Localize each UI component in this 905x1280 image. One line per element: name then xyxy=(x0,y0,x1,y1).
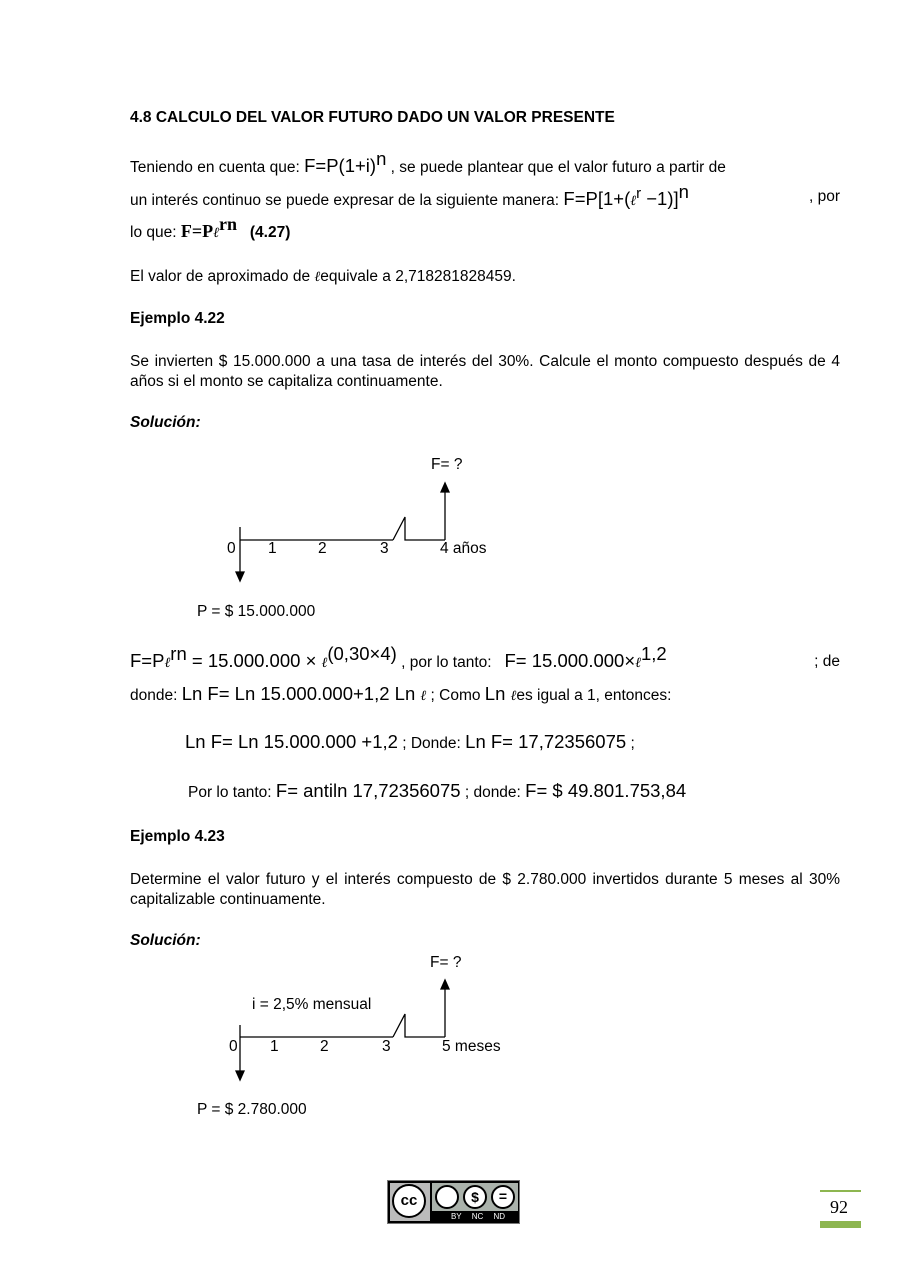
diagram2-tick: 1 xyxy=(270,1038,279,1055)
page-number-rule-bottom xyxy=(820,1221,861,1228)
diagram1-tick: 0 xyxy=(227,540,236,557)
final-result: F= $ 49.801.753,84 xyxy=(525,780,687,801)
diagram1-tick: 4 años xyxy=(440,540,487,557)
calc-line-2: donde: Ln F= Ln 15.000.000+1,2 Ln ℓ ; Como Ln ℓes igual a 1, entonces: xyxy=(130,683,672,704)
diagram2-tick: 5 meses xyxy=(442,1038,501,1055)
approx-line: El valor de aproximado de ℓequivale a 2,718281828459. xyxy=(130,268,516,285)
example-4-22-title: Ejemplo 4.22 xyxy=(130,310,225,327)
intro-line-2: un interés continuo se puede expresar de la siguiente manera: F=P[1+(ℓ$^r$ −1)]$^n$ , por xyxy=(130,181,840,209)
diagram1-future-label: F= ? xyxy=(431,456,463,473)
page-number: 92 xyxy=(830,1197,848,1217)
diagram1-tick: 2 xyxy=(318,540,327,557)
diagram2-rate-label: i = 2,5% mensual xyxy=(252,996,372,1013)
calc-line-3: Ln F= Ln 15.000.000 +1,2 ; Donde: Ln F= 17,72356075 ; xyxy=(185,731,635,752)
calc-line-4: Por lo tanto: F= antiln 17,72356075 ; donde: F= $ 49.801.753,84 xyxy=(188,780,687,801)
diagram2-future-label: F= ? xyxy=(430,954,462,971)
equation-number: (4.27) xyxy=(249,224,291,241)
creative-commons-license-logo: cc $ = BY NC ND xyxy=(387,1180,520,1224)
diagram1-present-label: P = $ 15.000.000 xyxy=(197,603,316,620)
intro-line-3: lo que: F=Pℓ$^{rn}$ (4.27) xyxy=(130,214,291,241)
example-4-23-title: Ejemplo 4.23 xyxy=(130,828,225,845)
intro-line-1: Teniendo en cuenta que: $F=P(1+i)^n$ , se puede plantear que el valor futuro a partir de xyxy=(130,148,726,176)
example-4-23-text: Determine el valor futuro y el interés compuesto de $ 2.780.000 invertidos durante 5 meses al 30% capitalizable continuamente. xyxy=(130,871,840,908)
diagram2-tick: 0 xyxy=(229,1038,238,1055)
diagram1-tick: 1 xyxy=(268,540,277,557)
cash-flow-diagram-1 xyxy=(236,483,449,581)
cash-flow-diagram-2 xyxy=(236,980,449,1080)
diagram2-tick: 2 xyxy=(320,1038,329,1055)
section-heading: 4.8 CALCULO DEL VALOR FUTURO DADO UN VALOR PRESENTE xyxy=(130,109,615,126)
solution-label: Solución: xyxy=(130,932,201,949)
diagram1-tick: 3 xyxy=(380,540,389,557)
diagram2-tick: 3 xyxy=(382,1038,391,1055)
example-4-22-text: Se invierten $ 15.000.000 a una tasa de interés del 30%. Calcule el monto compuesto después de 4 años si el monto se capitaliza continuamente. xyxy=(130,353,840,390)
calc-line-1: F=Pℓ$^{rn}$ = 15.000.000 × ℓ$^{(0,30\times 4)}$ , por lo tanto: F= 15.000.000×ℓ$^{1,2}$ ; de xyxy=(130,643,840,671)
diagram2-present-label: P = $ 2.780.000 xyxy=(197,1101,307,1118)
solution-label: Solución: xyxy=(130,414,201,431)
page-number-rule-top xyxy=(820,1190,861,1192)
